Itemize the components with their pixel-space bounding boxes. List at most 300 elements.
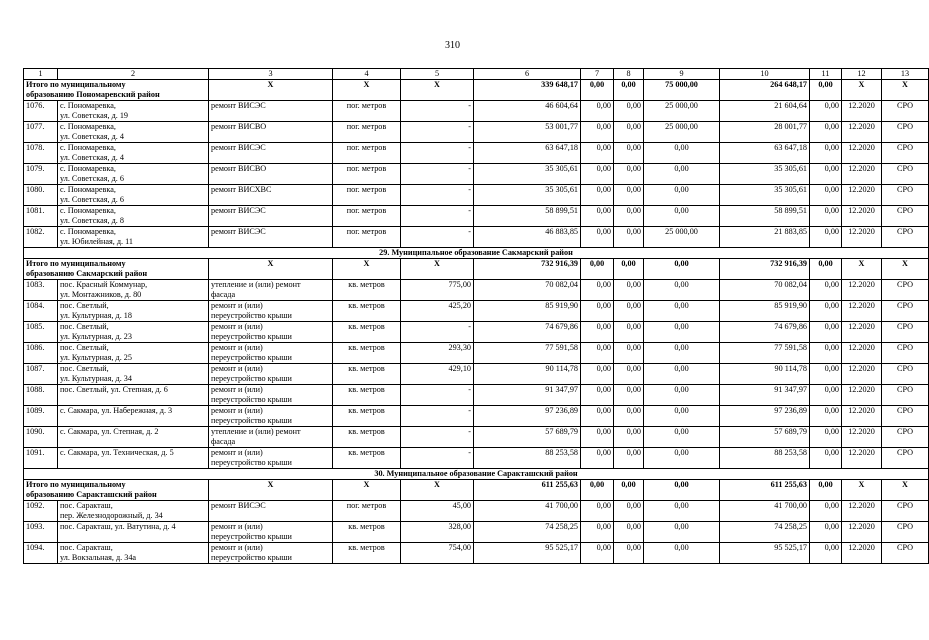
cost-cell: 41 700,00 — [720, 501, 810, 522]
unit-cell: пог. метров — [333, 143, 401, 164]
address-line: с. Сакмара, ул. Степная, д. 2 — [60, 427, 159, 436]
total-cell: X — [842, 80, 882, 101]
cost-cell: 0,00 — [581, 280, 614, 301]
address-line: с. Пономаревка, — [60, 101, 116, 110]
address-cell — [58, 322, 209, 343]
row-number: 1088. — [24, 385, 58, 406]
total-cost-cell: 41 700,00 — [474, 501, 581, 522]
address-line: ул. Вокзальная, д. 34а — [60, 552, 137, 562]
deadline-cell: 12.2020 — [842, 427, 882, 448]
contractor-cell: СРО — [882, 501, 929, 522]
work-type-line: ремонт и (или) — [211, 364, 263, 373]
address-cell — [58, 185, 209, 206]
unit-cell: пог. метров — [333, 227, 401, 248]
work-type-line: ремонт и (или) — [211, 322, 263, 331]
cost-cell: 0,00 — [644, 522, 720, 543]
address-cell — [58, 343, 209, 364]
cost-cell: 0,00 — [614, 143, 644, 164]
total-cell: X — [209, 259, 333, 280]
work-type-cell — [209, 501, 333, 522]
cost-cell: 0,00 — [810, 227, 842, 248]
deadline-cell: 12.2020 — [842, 227, 882, 248]
cost-cell: 0,00 — [810, 143, 842, 164]
column-number: 9 — [644, 69, 720, 80]
total-cell: X — [882, 80, 929, 101]
work-type-line: ремонт ВИСЭС — [211, 143, 266, 152]
total-cell: X — [209, 480, 333, 501]
cost-cell: 0,00 — [581, 385, 614, 406]
column-number: 1 — [24, 69, 58, 80]
cost-cell: 35 305,61 — [720, 185, 810, 206]
total-cell: 0,00 — [581, 480, 614, 501]
cost-cell: 0,00 — [581, 543, 614, 564]
work-type-line: переустройство крыши — [211, 415, 292, 425]
table-row — [24, 322, 929, 343]
address-line: пос. Светлый, — [60, 322, 109, 331]
row-number: 1091. — [24, 448, 58, 469]
address-line: с. Пономаревка, — [60, 164, 116, 173]
address-line: с. Пономаревка, — [60, 227, 116, 236]
cost-cell: 0,00 — [581, 122, 614, 143]
address-line: ул. Советская, д. 8 — [60, 215, 124, 225]
work-type-line: ремонт ВИСЭС — [211, 101, 266, 110]
unit-cell: пог. метров — [333, 185, 401, 206]
total-cost-cell: 46 604,64 — [474, 101, 581, 122]
work-type-line: переустройство крыши — [211, 310, 292, 320]
address-cell — [58, 280, 209, 301]
total-cost-cell: 74 258,25 — [474, 522, 581, 543]
cost-cell: 85 919,90 — [720, 301, 810, 322]
total-cost-cell: 58 899,51 — [474, 206, 581, 227]
cost-cell: 0,00 — [810, 364, 842, 385]
section-heading-row — [24, 248, 929, 259]
total-cell: X — [333, 80, 401, 101]
work-type-cell — [209, 406, 333, 427]
deadline-cell: 12.2020 — [842, 206, 882, 227]
total-label-line: Итого по муниципальному — [26, 259, 126, 268]
volume-cell: - — [401, 427, 474, 448]
address-cell — [58, 522, 209, 543]
section-heading-row — [24, 469, 929, 480]
work-type-line: переустройство крыши — [211, 373, 292, 383]
cost-cell: 0,00 — [810, 122, 842, 143]
cost-cell: 0,00 — [581, 322, 614, 343]
unit-cell: кв. метров — [333, 301, 401, 322]
table-row — [24, 122, 929, 143]
address-cell — [58, 406, 209, 427]
contractor-cell: СРО — [882, 343, 929, 364]
contractor-cell: СРО — [882, 301, 929, 322]
cost-cell: 77 591,58 — [720, 343, 810, 364]
unit-cell: пог. метров — [333, 101, 401, 122]
column-number: 2 — [58, 69, 209, 80]
total-cost-cell: 77 591,58 — [474, 343, 581, 364]
address-line: ул. Монтажников, д. 80 — [60, 289, 142, 299]
work-type-cell — [209, 448, 333, 469]
row-number: 1085. — [24, 322, 58, 343]
row-number: 1080. — [24, 185, 58, 206]
deadline-cell: 12.2020 — [842, 101, 882, 122]
contractor-cell: СРО — [882, 448, 929, 469]
total-cell: 0,00 — [644, 259, 720, 280]
work-type-line: переустройство крыши — [211, 331, 292, 341]
volume-cell: 754,00 — [401, 543, 474, 564]
unit-cell: кв. метров — [333, 364, 401, 385]
address-line: пос. Светлый, — [60, 301, 109, 310]
volume-cell: - — [401, 164, 474, 185]
total-cell: X — [401, 480, 474, 501]
cost-cell: 0,00 — [581, 427, 614, 448]
cost-cell: 88 253,58 — [720, 448, 810, 469]
table-row — [24, 143, 929, 164]
work-type-line: переустройство крыши — [211, 457, 292, 467]
total-cell: 732 916,39 — [474, 259, 581, 280]
cost-cell: 0,00 — [614, 101, 644, 122]
cost-cell: 58 899,51 — [720, 206, 810, 227]
total-cost-cell: 88 253,58 — [474, 448, 581, 469]
cost-cell: 0,00 — [581, 406, 614, 427]
total-cell: X — [882, 480, 929, 501]
unit-cell: кв. метров — [333, 543, 401, 564]
cost-cell: 0,00 — [810, 406, 842, 427]
deadline-cell: 12.2020 — [842, 448, 882, 469]
cost-cell: 0,00 — [810, 101, 842, 122]
row-number: 1083. — [24, 280, 58, 301]
row-number: 1093. — [24, 522, 58, 543]
row-number: 1077. — [24, 122, 58, 143]
unit-cell: кв. метров — [333, 280, 401, 301]
contractor-cell: СРО — [882, 206, 929, 227]
row-number: 1086. — [24, 343, 58, 364]
page-number: 310 — [445, 40, 460, 51]
cost-cell: 35 305,61 — [720, 164, 810, 185]
cost-cell: 25 000,00 — [644, 122, 720, 143]
table-row — [24, 185, 929, 206]
address-line: пос. Саракташ, — [60, 501, 113, 510]
contractor-cell: СРО — [882, 522, 929, 543]
address-line: ул. Советская, д. 4 — [60, 131, 124, 141]
cost-cell: 0,00 — [614, 406, 644, 427]
contractor-cell: СРО — [882, 364, 929, 385]
cost-cell: 0,00 — [644, 206, 720, 227]
cost-cell: 0,00 — [644, 322, 720, 343]
column-number: 3 — [209, 69, 333, 80]
work-type-line: ремонт ВИСВО — [211, 164, 267, 173]
table-row — [24, 364, 929, 385]
work-type-line: фасада — [211, 289, 236, 299]
total-cell: 0,00 — [581, 80, 614, 101]
volume-cell: - — [401, 122, 474, 143]
contractor-cell: СРО — [882, 101, 929, 122]
work-type-cell — [209, 301, 333, 322]
cost-cell: 0,00 — [644, 343, 720, 364]
unit-cell: пог. метров — [333, 206, 401, 227]
work-type-line: переустройство крыши — [211, 394, 292, 404]
cost-cell: 0,00 — [581, 101, 614, 122]
row-number: 1082. — [24, 227, 58, 248]
contractor-cell: СРО — [882, 427, 929, 448]
cost-cell: 0,00 — [581, 185, 614, 206]
total-label — [24, 480, 209, 501]
total-cell: 611 255,63 — [720, 480, 810, 501]
deadline-cell: 12.2020 — [842, 122, 882, 143]
work-type-line: утепление и (или) ремонт — [211, 280, 301, 289]
cost-cell: 0,00 — [614, 164, 644, 185]
address-line: с. Пономаревка, — [60, 185, 116, 194]
work-type-cell — [209, 143, 333, 164]
contractor-cell: СРО — [882, 543, 929, 564]
work-type-cell — [209, 227, 333, 248]
total-cost-cell: 57 689,79 — [474, 427, 581, 448]
total-cost-cell: 46 883,85 — [474, 227, 581, 248]
total-cell: X — [333, 480, 401, 501]
address-line: ул. Культурная, д. 25 — [60, 352, 132, 362]
cost-cell: 0,00 — [581, 364, 614, 385]
cost-cell: 0,00 — [810, 427, 842, 448]
cost-cell: 0,00 — [581, 206, 614, 227]
cost-cell: 0,00 — [581, 343, 614, 364]
cost-cell: 0,00 — [581, 522, 614, 543]
cost-cell: 0,00 — [810, 343, 842, 364]
cost-cell: 0,00 — [614, 522, 644, 543]
address-cell — [58, 301, 209, 322]
cost-cell: 0,00 — [644, 364, 720, 385]
total-cost-cell: 95 525,17 — [474, 543, 581, 564]
column-number: 6 — [474, 69, 581, 80]
total-cell: 0,00 — [614, 80, 644, 101]
deadline-cell: 12.2020 — [842, 301, 882, 322]
cost-cell: 0,00 — [614, 227, 644, 248]
column-number-row — [24, 69, 929, 80]
row-number: 1081. — [24, 206, 58, 227]
work-type-line: переустройство крыши — [211, 552, 292, 562]
total-cost-cell: 90 114,78 — [474, 364, 581, 385]
total-cost-cell: 74 679,86 — [474, 322, 581, 343]
total-cell: X — [209, 80, 333, 101]
cost-cell: 0,00 — [644, 143, 720, 164]
cost-cell: 0,00 — [644, 185, 720, 206]
work-type-line: ремонт ВИСХВС — [211, 185, 272, 194]
total-cell: 0,00 — [581, 259, 614, 280]
address-line: с. Сакмара, ул. Техническая, д. 5 — [60, 448, 174, 457]
row-number: 1079. — [24, 164, 58, 185]
total-row — [24, 259, 929, 280]
table-row — [24, 280, 929, 301]
address-cell — [58, 427, 209, 448]
cost-cell: 0,00 — [810, 501, 842, 522]
cost-cell: 0,00 — [810, 301, 842, 322]
cost-cell: 0,00 — [614, 501, 644, 522]
address-line: пос. Светлый, — [60, 364, 109, 373]
address-cell — [58, 101, 209, 122]
cost-cell: 95 525,17 — [720, 543, 810, 564]
total-label-line: образованию Пономаревский район — [26, 89, 160, 99]
total-cell: 0,00 — [810, 480, 842, 501]
deadline-cell: 12.2020 — [842, 322, 882, 343]
cost-cell: 0,00 — [810, 164, 842, 185]
cost-cell: 0,00 — [614, 206, 644, 227]
contractor-cell: СРО — [882, 143, 929, 164]
total-cost-cell: 53 001,77 — [474, 122, 581, 143]
address-line: с. Сакмара, ул. Набережная, д. 3 — [60, 406, 173, 415]
volume-cell: - — [401, 406, 474, 427]
cost-cell: 0,00 — [810, 448, 842, 469]
volume-cell: 45,00 — [401, 501, 474, 522]
cost-cell: 0,00 — [614, 280, 644, 301]
unit-cell: кв. метров — [333, 322, 401, 343]
cost-cell: 0,00 — [581, 448, 614, 469]
cost-cell: 0,00 — [644, 280, 720, 301]
work-type-cell — [209, 543, 333, 564]
total-cost-cell: 35 305,61 — [474, 164, 581, 185]
row-number: 1087. — [24, 364, 58, 385]
cost-cell: 0,00 — [581, 143, 614, 164]
total-label — [24, 259, 209, 280]
table-row — [24, 301, 929, 322]
total-cell: 339 648,17 — [474, 80, 581, 101]
work-type-line: ремонт ВИСЭС — [211, 227, 266, 236]
cost-cell: 0,00 — [614, 543, 644, 564]
column-number: 7 — [581, 69, 614, 80]
column-number: 5 — [401, 69, 474, 80]
address-cell — [58, 164, 209, 185]
column-number: 8 — [614, 69, 644, 80]
address-cell — [58, 143, 209, 164]
contractor-cell: СРО — [882, 122, 929, 143]
total-cell: 75 000,00 — [644, 80, 720, 101]
row-number: 1092. — [24, 501, 58, 522]
work-type-cell — [209, 385, 333, 406]
work-type-cell — [209, 364, 333, 385]
cost-cell: 0,00 — [644, 501, 720, 522]
cost-cell: 0,00 — [581, 164, 614, 185]
total-cell: 264 648,17 — [720, 80, 810, 101]
total-cost-cell: 85 919,90 — [474, 301, 581, 322]
address-line: пос. Светлый, ул. Степная, д. 6 — [60, 385, 168, 394]
cost-cell: 0,00 — [614, 427, 644, 448]
cost-cell: 21 604,64 — [720, 101, 810, 122]
total-label — [24, 80, 209, 101]
total-cell: X — [401, 80, 474, 101]
work-type-cell — [209, 185, 333, 206]
work-type-cell — [209, 206, 333, 227]
cost-cell: 0,00 — [810, 543, 842, 564]
work-type-line: ремонт и (или) — [211, 522, 263, 531]
volume-cell: 429,10 — [401, 364, 474, 385]
cost-cell: 0,00 — [614, 122, 644, 143]
contractor-cell: СРО — [882, 164, 929, 185]
unit-cell: пог. метров — [333, 501, 401, 522]
total-cost-cell: 97 236,89 — [474, 406, 581, 427]
total-row — [24, 480, 929, 501]
address-line: пос. Светлый, — [60, 343, 109, 352]
contractor-cell: СРО — [882, 385, 929, 406]
unit-cell: кв. метров — [333, 385, 401, 406]
table-row — [24, 164, 929, 185]
volume-cell: - — [401, 385, 474, 406]
cost-cell: 0,00 — [644, 164, 720, 185]
work-type-line: утепление и (или) ремонт — [211, 427, 301, 436]
deadline-cell: 12.2020 — [842, 501, 882, 522]
address-line: с. Пономаревка, — [60, 143, 116, 152]
table-row — [24, 448, 929, 469]
address-line: ул. Советская, д. 4 — [60, 152, 124, 162]
total-cell: 0,00 — [810, 80, 842, 101]
cost-cell: 0,00 — [614, 343, 644, 364]
unit-cell: пог. метров — [333, 164, 401, 185]
address-line: ул. Советская, д. 6 — [60, 173, 124, 183]
volume-cell: 425,20 — [401, 301, 474, 322]
volume-cell: 775,00 — [401, 280, 474, 301]
unit-cell: кв. метров — [333, 522, 401, 543]
address-cell — [58, 501, 209, 522]
table-row — [24, 343, 929, 364]
total-cell: 0,00 — [644, 480, 720, 501]
cost-cell: 0,00 — [810, 185, 842, 206]
address-cell — [58, 227, 209, 248]
total-cost-cell: 35 305,61 — [474, 185, 581, 206]
unit-cell: кв. метров — [333, 406, 401, 427]
total-cell: X — [842, 259, 882, 280]
row-number: 1084. — [24, 301, 58, 322]
column-number: 11 — [810, 69, 842, 80]
column-number: 10 — [720, 69, 810, 80]
volume-cell: - — [401, 185, 474, 206]
total-cell: 0,00 — [614, 480, 644, 501]
section-title: 29. Муниципальное образование Сакмарский район — [24, 248, 929, 259]
address-line: ул. Культурная, д. 23 — [60, 331, 132, 341]
row-number: 1078. — [24, 143, 58, 164]
address-cell — [58, 122, 209, 143]
cost-cell: 0,00 — [644, 543, 720, 564]
volume-cell: - — [401, 101, 474, 122]
cost-cell: 0,00 — [614, 185, 644, 206]
address-cell — [58, 385, 209, 406]
work-type-line: ремонт и (или) — [211, 301, 263, 310]
cost-cell: 0,00 — [644, 301, 720, 322]
cost-cell: 70 082,04 — [720, 280, 810, 301]
row-number: 1089. — [24, 406, 58, 427]
table-row — [24, 206, 929, 227]
cost-cell: 25 000,00 — [644, 227, 720, 248]
cost-cell: 74 679,86 — [720, 322, 810, 343]
cost-cell: 0,00 — [644, 427, 720, 448]
registry-table-body — [24, 69, 929, 564]
address-line: ул. Культурная, д. 18 — [60, 310, 132, 320]
total-cell: 611 255,63 — [474, 480, 581, 501]
address-cell — [58, 206, 209, 227]
table-row — [24, 522, 929, 543]
total-cell: 0,00 — [614, 259, 644, 280]
total-label-line: образованию Сакмарский район — [26, 268, 148, 278]
column-number: 4 — [333, 69, 401, 80]
address-line: ул. Советская, д. 6 — [60, 194, 124, 204]
volume-cell: 293,30 — [401, 343, 474, 364]
total-cell: X — [333, 259, 401, 280]
deadline-cell: 12.2020 — [842, 522, 882, 543]
cost-cell: 0,00 — [810, 206, 842, 227]
deadline-cell: 12.2020 — [842, 343, 882, 364]
table-row — [24, 406, 929, 427]
deadline-cell: 12.2020 — [842, 543, 882, 564]
work-type-cell — [209, 322, 333, 343]
column-number: 13 — [882, 69, 929, 80]
cost-cell: 57 689,79 — [720, 427, 810, 448]
address-line: пер. Железнодорожный, д. 34 — [60, 510, 163, 520]
total-cost-cell: 91 347,97 — [474, 385, 581, 406]
work-type-line: переустройство крыши — [211, 531, 292, 541]
total-cell: X — [401, 259, 474, 280]
